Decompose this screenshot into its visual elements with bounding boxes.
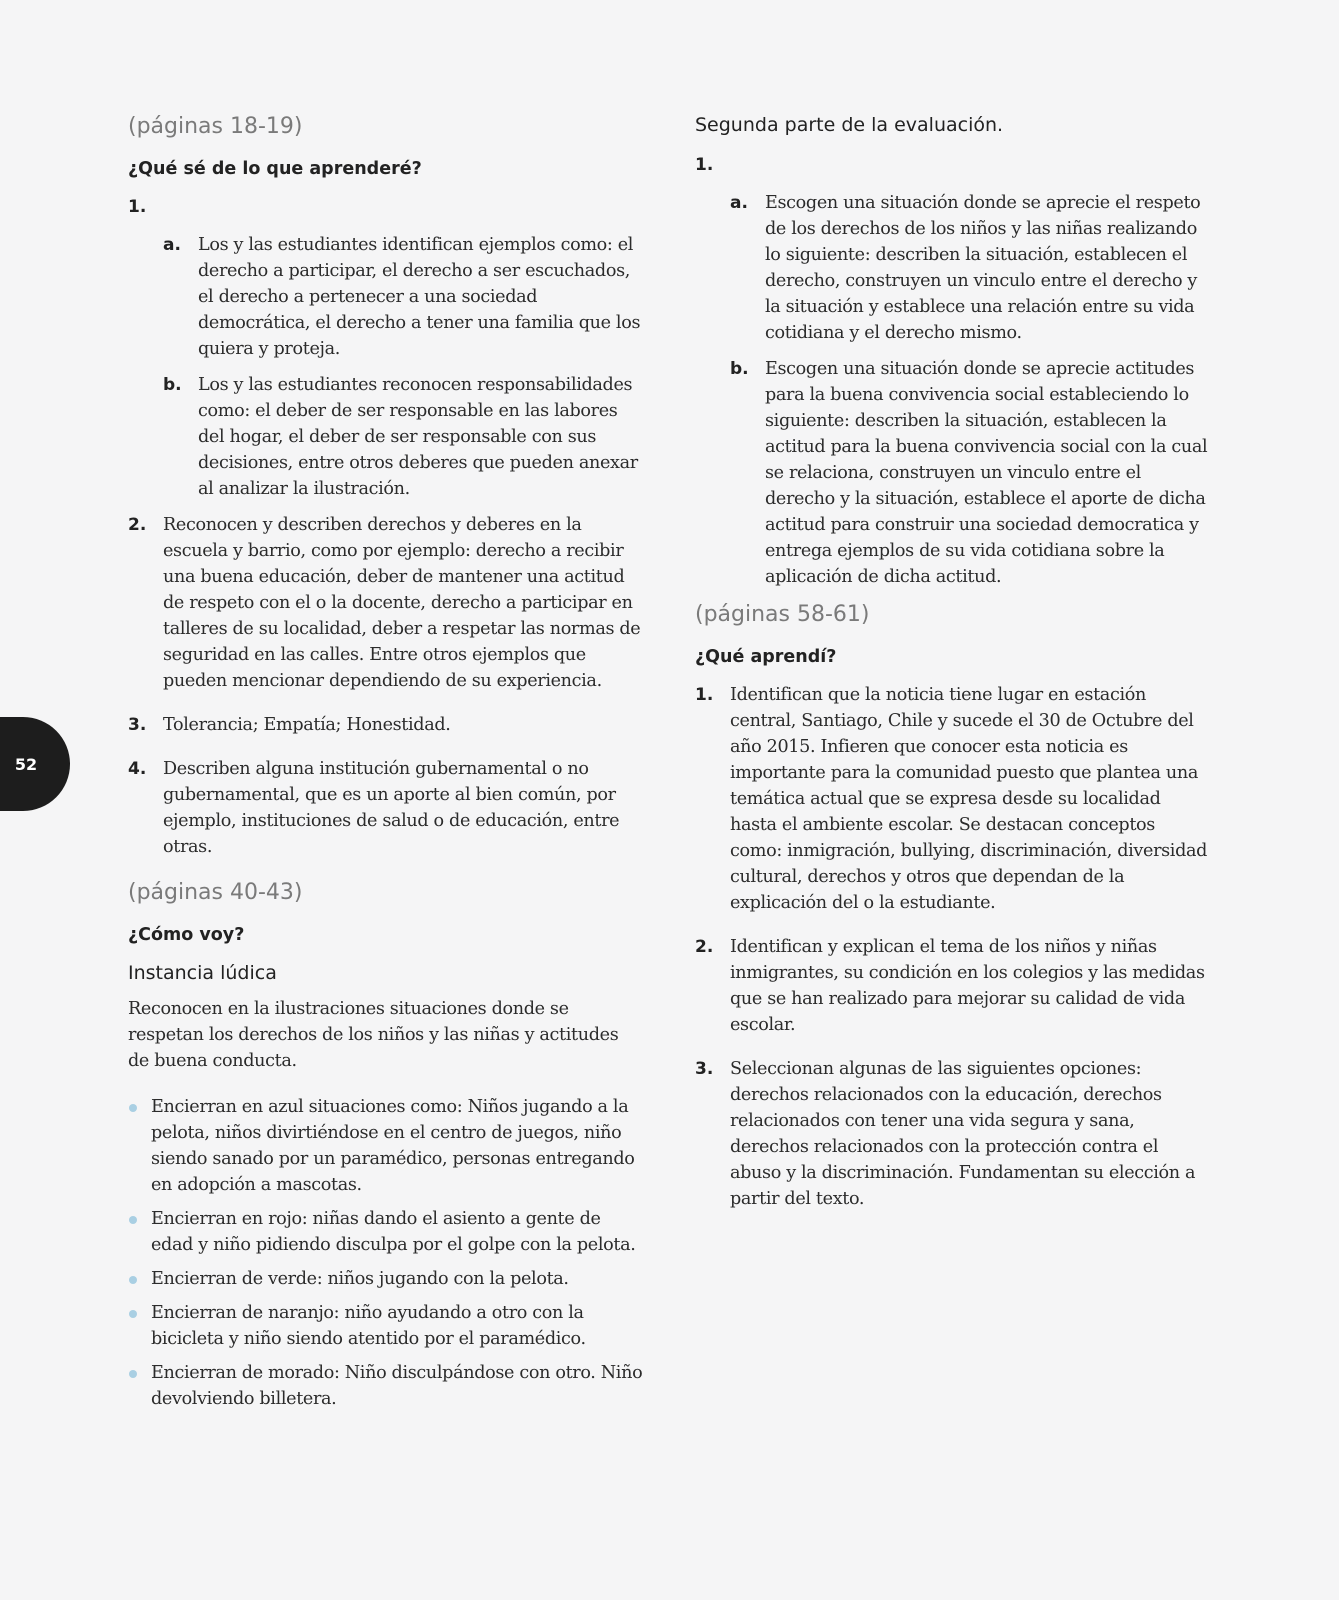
section-subtitle: ¿Cómo voy? (128, 925, 245, 945)
bullet-text: Encierran en rojo: niñas dando el asiento a gente de edad y niño pidiendo disculpa por el golpe con la pelota. (151, 1209, 636, 1255)
bullet-dot-icon (128, 1360, 151, 1386)
list-item (695, 1056, 1211, 1212)
section-label: Segunda parte de la evaluación. (695, 114, 1004, 136)
sub-item (163, 372, 644, 502)
bullet-text: Encierran en azul situaciones como: Niños jugando a la pelota, niños divirtiéndose en el centro de juegos, niño siendo sanado por un paramédico, personas entregando en adopción a mascotas. (151, 1097, 635, 1195)
item-mark: 3. (695, 1059, 714, 1079)
bullet-text: Encierran de verde: niños jugando con la pelota. (151, 1269, 569, 1289)
item-number: 1. (695, 155, 714, 175)
sub-item-text: Los y las estudiantes reconocen responsabilidades como: el deber de ser responsable en las labores del hogar, el deber de ser responsable con sus decisiones, entre otros deberes que pueden anexar al analizar la ilustración. (198, 375, 638, 499)
page-number: 52 (14, 754, 38, 774)
item-mark: 4. (128, 759, 147, 779)
sub-item-list (163, 232, 644, 502)
bullet-text: Encierran de naranjo: niño ayudando a otro con la bicicleta y niño siendo atentido por el paramédico. (151, 1303, 586, 1349)
bullet-dot-icon (128, 1266, 151, 1292)
sub-item (163, 232, 644, 362)
section-title: (páginas 18-19) (128, 114, 303, 139)
item-text: Identifican que la noticia tiene lugar en estación central, Santiago, Chile y sucede el 30 de Octubre del año 2015. Infieren que conocer esta noticia es importante para la comunidad puesto que plantea una temática actual que se expresa desde su localidad hasta el ambiente escolar. Se destacan conceptos como: inmigración, bullying, discriminación, diversidad cultural, derechos y otros que dependan de la explicación del o la estudiante. (730, 685, 1208, 913)
list-item (128, 712, 644, 738)
list-item (128, 512, 644, 694)
sub-item-list (730, 190, 1211, 590)
item-number: 1. (128, 197, 147, 217)
bullet-item (128, 1360, 644, 1412)
list-item (695, 934, 1211, 1038)
section-subtitle: ¿Qué sé de lo que aprenderé? (128, 159, 422, 179)
right-column (695, 112, 1211, 1222)
sub-item (730, 190, 1211, 346)
item-text: Identifican y explican el tema de los niños y niñas inmigrantes, su condición en los colegios y las medidas que se han realizado para mejorar su calidad de vida escolar. (730, 937, 1205, 1035)
bullet-text: Encierran de morado: Niño disculpándose con otro. Niño devolviendo billetera. (151, 1363, 643, 1409)
section-subtitle: ¿Qué aprendí? (695, 647, 837, 667)
item-text: Tolerancia; Empatía; Honestidad. (163, 715, 451, 735)
item-mark: 3. (128, 715, 147, 735)
bullet-item (128, 1094, 644, 1198)
paragraph: Reconocen en la ilustraciones situaciones donde se respetan los derechos de los niños y las niñas y actitudes de buena conducta. (128, 999, 619, 1071)
item-text: Describen alguna institución gubernamental o no gubernamental, que es un aporte al bien común, por ejemplo, instituciones de salud o de educación, entre otras. (163, 759, 620, 857)
left-column (128, 112, 644, 1420)
section-title: (páginas 58-61) (695, 602, 870, 627)
item-mark: 2. (128, 515, 147, 535)
bullet-item (128, 1300, 644, 1352)
bullet-dot-icon (128, 1206, 151, 1232)
bullet-item (128, 1266, 644, 1292)
page-number-tab (0, 717, 70, 811)
sub-item-text: Escogen una situación donde se aprecie el respeto de los derechos de los niños y las niñas realizando lo siguiente: describen la situación, establecen el derecho, construyen un vinculo entre el derecho y la situación y establece una relación entre su vida cotidiana y el derecho mismo. (765, 193, 1201, 343)
section-label: Instancia lúdica (128, 962, 277, 984)
bullet-item (128, 1206, 644, 1258)
sub-item (730, 356, 1211, 590)
sub-item-mark: b. (163, 375, 182, 395)
sub-item-mark: b. (730, 359, 749, 379)
item-mark: 2. (695, 937, 714, 957)
sub-item-mark: a. (730, 193, 748, 213)
item-mark: 1. (695, 685, 714, 705)
sub-item-text: Escogen una situación donde se aprecie actitudes para la buena convivencia social estableciendo lo siguiente: describen la situación, establecen la actitud para la buena convivencia social con la cual se relaciona, construyen un vinculo entre el derecho y la situación, establece el aporte de dicha actitud para construir una sociedad democratica y entrega ejemplos de su vida cotidiana sobre la aplicación de dicha actitud. (765, 359, 1208, 587)
list-item (128, 756, 644, 860)
bullet-dot-icon (128, 1300, 151, 1326)
section-title: (páginas 40-43) (128, 880, 303, 905)
sub-item-mark: a. (163, 235, 181, 255)
bullet-dot-icon (128, 1094, 151, 1120)
item-text: Reconocen y describen derechos y deberes en la escuela y barrio, como por ejemplo: derecho a recibir una buena educación, deber de mantener una actitud de respeto con el o la docente, derecho a participar en talleres de su localidad, deber a respetar las normas de seguridad en las calles. Entre otros ejemplos que pueden mencionar dependiendo de su experiencia. (163, 515, 641, 691)
item-text: Seleccionan algunas de las siguientes opciones: derechos relacionados con la educación, derechos relacionados con tener una vida segura y sana, derechos relacionados con la protección contra el abuso y la discriminación. Fundamentan su elección a partir del texto. (730, 1059, 1196, 1209)
sub-item-text: Los y las estudiantes identifican ejemplos como: el derecho a participar, el derecho a ser escuchados, el derecho a pertenecer a una sociedad democrática, el derecho a tener una familia que los quiera y proteja. (198, 235, 641, 359)
list-item (695, 682, 1211, 916)
